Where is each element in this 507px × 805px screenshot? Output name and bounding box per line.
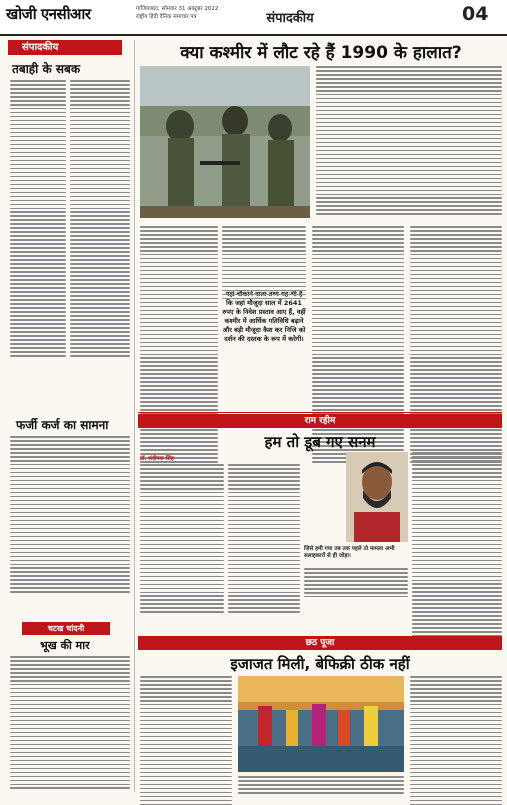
- main-photo-soldiers: [140, 66, 310, 218]
- page-number: 04: [462, 3, 489, 25]
- ram-rahim-photo: [346, 452, 408, 542]
- column-tag: चटख चांदनी: [22, 622, 110, 635]
- soldiers-image: [140, 66, 310, 218]
- ram-rahim-headline: हम तो डूब गए सनम: [264, 433, 376, 451]
- chhath-body-col2: [238, 776, 404, 794]
- ram-rahim-body-col3: [412, 452, 502, 637]
- editorial-1-body-col2: [70, 80, 130, 357]
- chhath-banner: छठ पूजा: [138, 636, 502, 650]
- column-divider: [134, 40, 135, 792]
- chhath-body-col3: [410, 676, 502, 805]
- chhath-devotees-image: [238, 676, 404, 772]
- portrait-image: [346, 452, 408, 542]
- ram-rahim-body-col1: [140, 464, 224, 613]
- dateline-date: गाजियाबाद, सोमवार 31 अक्टूबर 2022: [136, 6, 219, 12]
- ram-rahim-photo-caption: जिसे हमी गया तब तक पहले तो मामला अभी सलाहकारों से ही जोड़ा।: [304, 546, 395, 559]
- ram-rahim-banner: राम रहीम: [138, 414, 502, 428]
- ram-rahim-body-col2: [228, 464, 300, 613]
- editorial-1-body: [10, 80, 66, 357]
- main-story-body-col2: [222, 226, 306, 299]
- editorial-3-title: भूख की मार: [40, 639, 90, 652]
- editorial-2-body: [10, 436, 130, 593]
- page-section-title: संपादकीय: [266, 11, 314, 26]
- dateline-tagline: राष्ट्रीय हिंदी दैनिक समाचार पत्र: [136, 14, 197, 20]
- masthead: [0, 0, 507, 36]
- editorial-2-title: फर्जी कर्ज का सामना: [16, 418, 109, 432]
- chhath-headline: इजाजत मिली, बेफिक्री ठीक नहीं: [230, 655, 410, 673]
- main-story-body-right-top: [316, 66, 502, 215]
- author-byline: डॉ. संदीपक सिंह: [140, 456, 174, 462]
- main-headline: क्या कश्मीर में लौट रहे हैं 1990 के हालात?: [180, 43, 462, 63]
- newspaper-logo: खोजी एनसीआर: [6, 5, 91, 23]
- ram-rahim-body-col2b: [304, 568, 408, 597]
- editorial-3-body: [10, 656, 130, 789]
- chhath-photo: [238, 676, 404, 772]
- editorial-section-tag: संपादकीय: [8, 40, 122, 55]
- editorial-1-title: तबाही के सबक: [12, 62, 81, 76]
- chhath-body-col1: [140, 676, 232, 805]
- main-pullquote: कि जहां मौजूदा साल में 2641 रुपए के निवेश प्रस्ताव आए हैं, वहीं कश्मीर में आर्थिक गतिविधि बढ़ाने और बड़ी मौजूदा कैश कर निजि को दर्शन की दस्तक के रूप में करेगी।: [222, 299, 306, 343]
